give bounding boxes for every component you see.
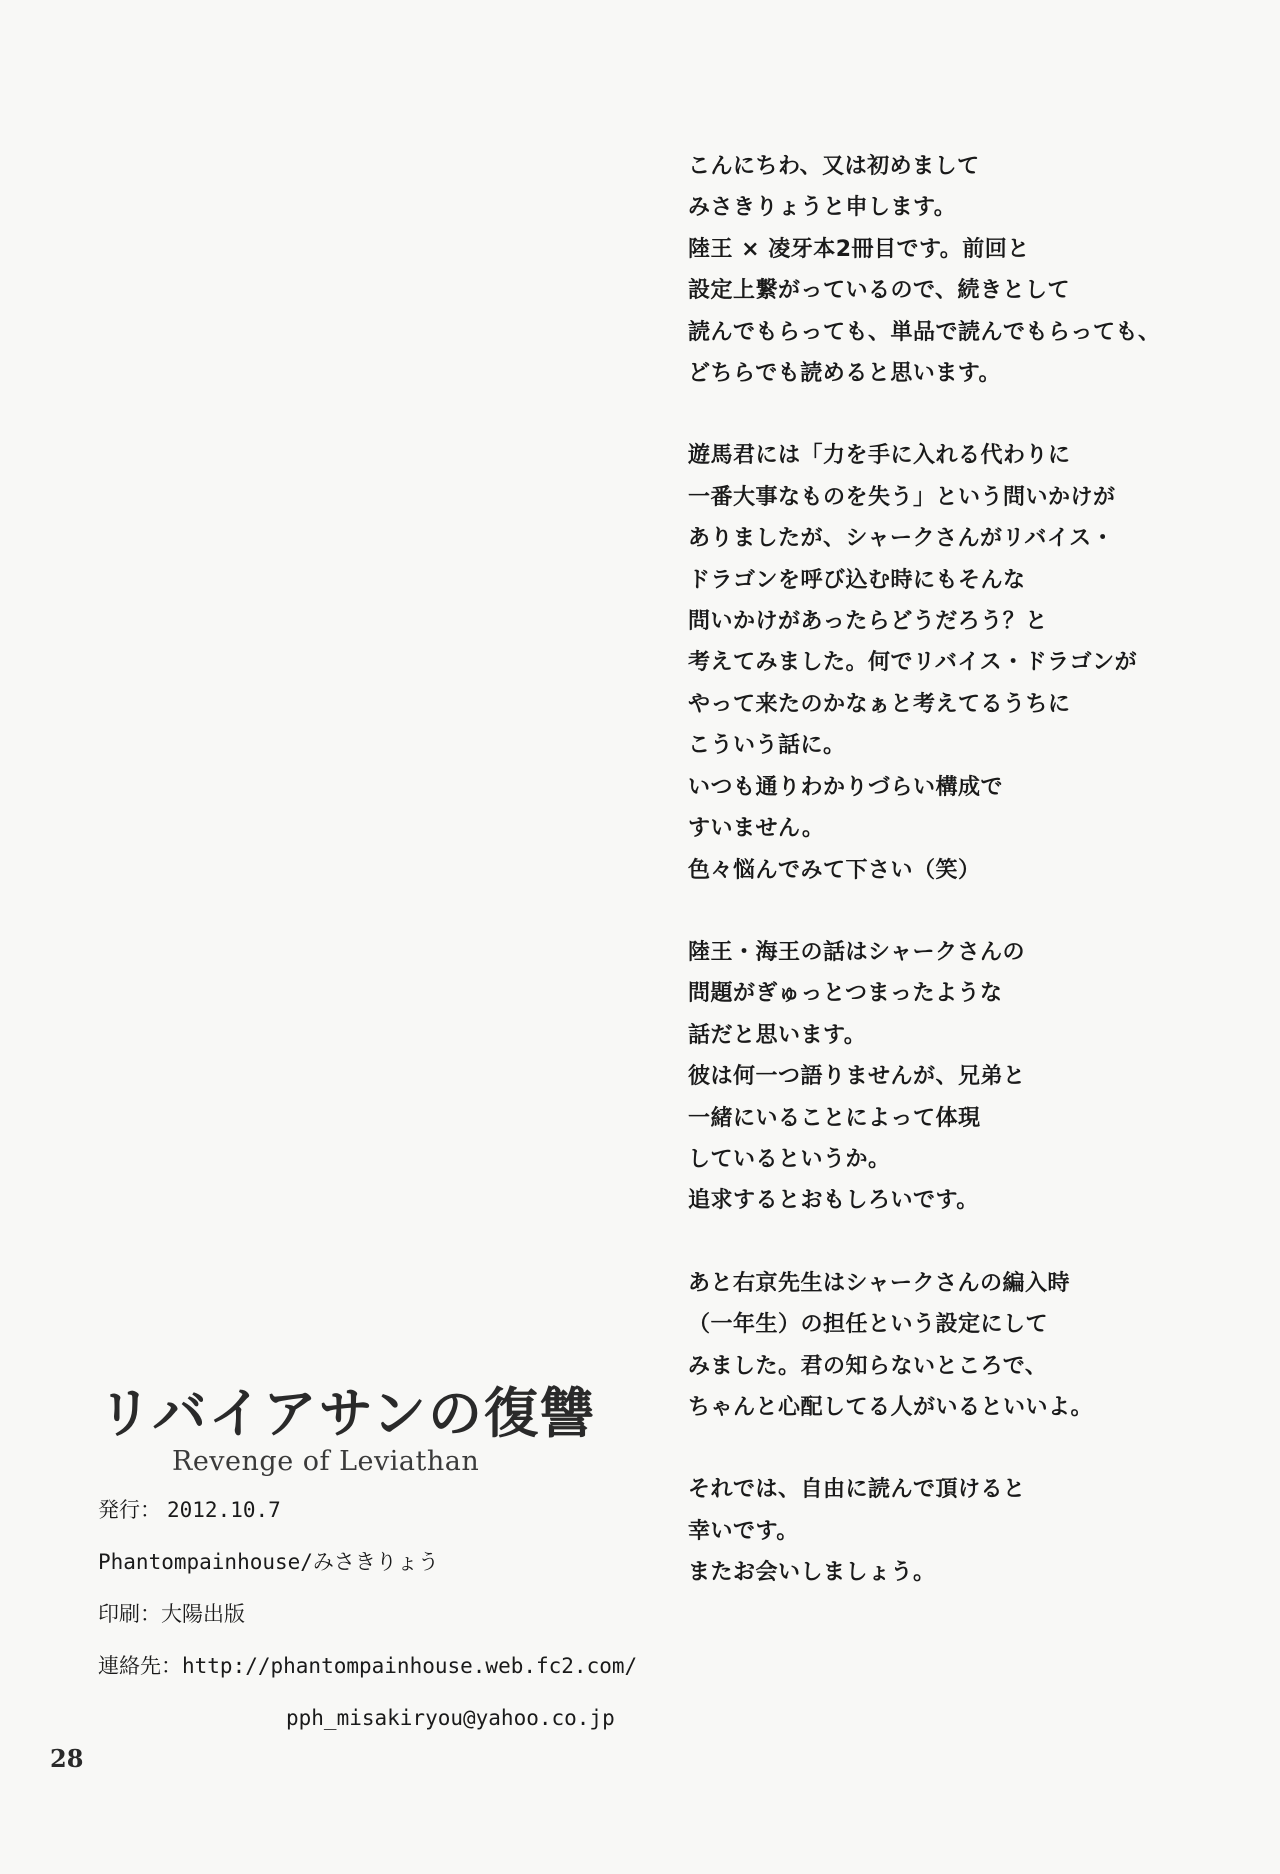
text-line: しているというか。 [688, 1146, 891, 1172]
print-label: 印刷： [98, 1602, 161, 1626]
contact-email[interactable]: pph_misakiryou@yahoo.co.jp [286, 1706, 615, 1730]
text-line: こんにちわ、又は初めまして [688, 154, 980, 179]
text-line: 問題がぎゅっとつまったような [688, 981, 1003, 1007]
text-line: みさきりょうと申します。 [688, 195, 957, 221]
afterword-paragraph-3 [688, 932, 1248, 1222]
afterword-paragraph-1 [688, 146, 1248, 394]
text-line: ありましたが、シャークさんがリバイス・ [688, 526, 1115, 552]
text-line: 問いかけがあったらどうだろう？と [688, 609, 1048, 635]
contact-label: 連絡先： [98, 1654, 182, 1678]
text-line: それでは、自由に読んで頂けると [688, 1477, 1026, 1503]
contact-row [98, 1652, 718, 1681]
text-line: 追求するとおもしろいです。 [688, 1188, 979, 1214]
text-line: 一緒にいることによって体現 [688, 1105, 981, 1131]
text-line: いつも通りわかりづらい構成で [688, 774, 1004, 800]
text-line: 陸王・海王の話はシャークさんの [688, 939, 1026, 965]
book-title-japanese: リバイアサンの復讐 [98, 1381, 597, 1445]
text-line: 彼は何一つ語りませんが、兄弟と [688, 1064, 1026, 1090]
publisher: Phantompainhouse/みさきりょう [98, 1550, 439, 1574]
contact-email-row [286, 1704, 718, 1733]
publication-info [98, 1496, 718, 1733]
text-line: 遊馬君には「力を手に入れる代わりに [688, 443, 1071, 469]
issue-date: 2012.10.7 [167, 1498, 281, 1522]
text-line: やって来たのかなぁと考えてるうちに [688, 691, 1071, 717]
colophon [98, 1382, 718, 1756]
afterword-text [688, 146, 1248, 1635]
text-line: 一番大事なものを失う」という問いかけが [688, 484, 1116, 510]
afterword-paragraph-5 [688, 1469, 1248, 1593]
text-line: あと右京先生はシャークさんの編入時 [688, 1270, 1071, 1296]
page-number: 28 [50, 1744, 84, 1773]
text-line: またお会いしましょう。 [688, 1560, 936, 1586]
text-line: 色々悩んでみて下さい（笑） [688, 857, 981, 883]
issue-row [98, 1496, 718, 1525]
text-line: ちゃんと心配してる人がいるといいよ。 [688, 1394, 1094, 1420]
afterword-paragraph-2 [688, 435, 1248, 890]
text-line: 考えてみました。何でリバイス・ドラゴンが [688, 650, 1138, 676]
text-line: こういう話に。 [688, 733, 846, 759]
book-title-english: Revenge of Leviathan [172, 1446, 480, 1477]
text-line: 陸王 × 凌牙本2冊目です。前回と [688, 236, 1030, 262]
text-line: 設定上繋がっているので、続きとして [688, 278, 1071, 304]
text-line: 読んでもらっても、単品で読んでもらっても、 [688, 319, 1161, 345]
printer: 大陽出版 [161, 1602, 245, 1626]
issue-label: 発行： [98, 1498, 161, 1522]
text-line: すいません。 [688, 816, 825, 842]
text-line: どちらでも読めると思います。 [688, 361, 1002, 387]
text-line: 話だと思います。 [688, 1022, 867, 1048]
text-line: みました。君の知らないところで、 [688, 1353, 1048, 1379]
text-line: ドラゴンを呼び込む時にもそんな [688, 567, 1026, 593]
contact-url[interactable]: http://phantompainhouse.web.fc2.com/ [182, 1654, 638, 1678]
text-line: 幸いです。 [688, 1518, 799, 1544]
text-line: （一年生）の担任という設定にして [688, 1312, 1049, 1338]
afterword-paragraph-4 [688, 1263, 1248, 1429]
printer-row [98, 1600, 718, 1629]
publisher-row [98, 1548, 718, 1577]
